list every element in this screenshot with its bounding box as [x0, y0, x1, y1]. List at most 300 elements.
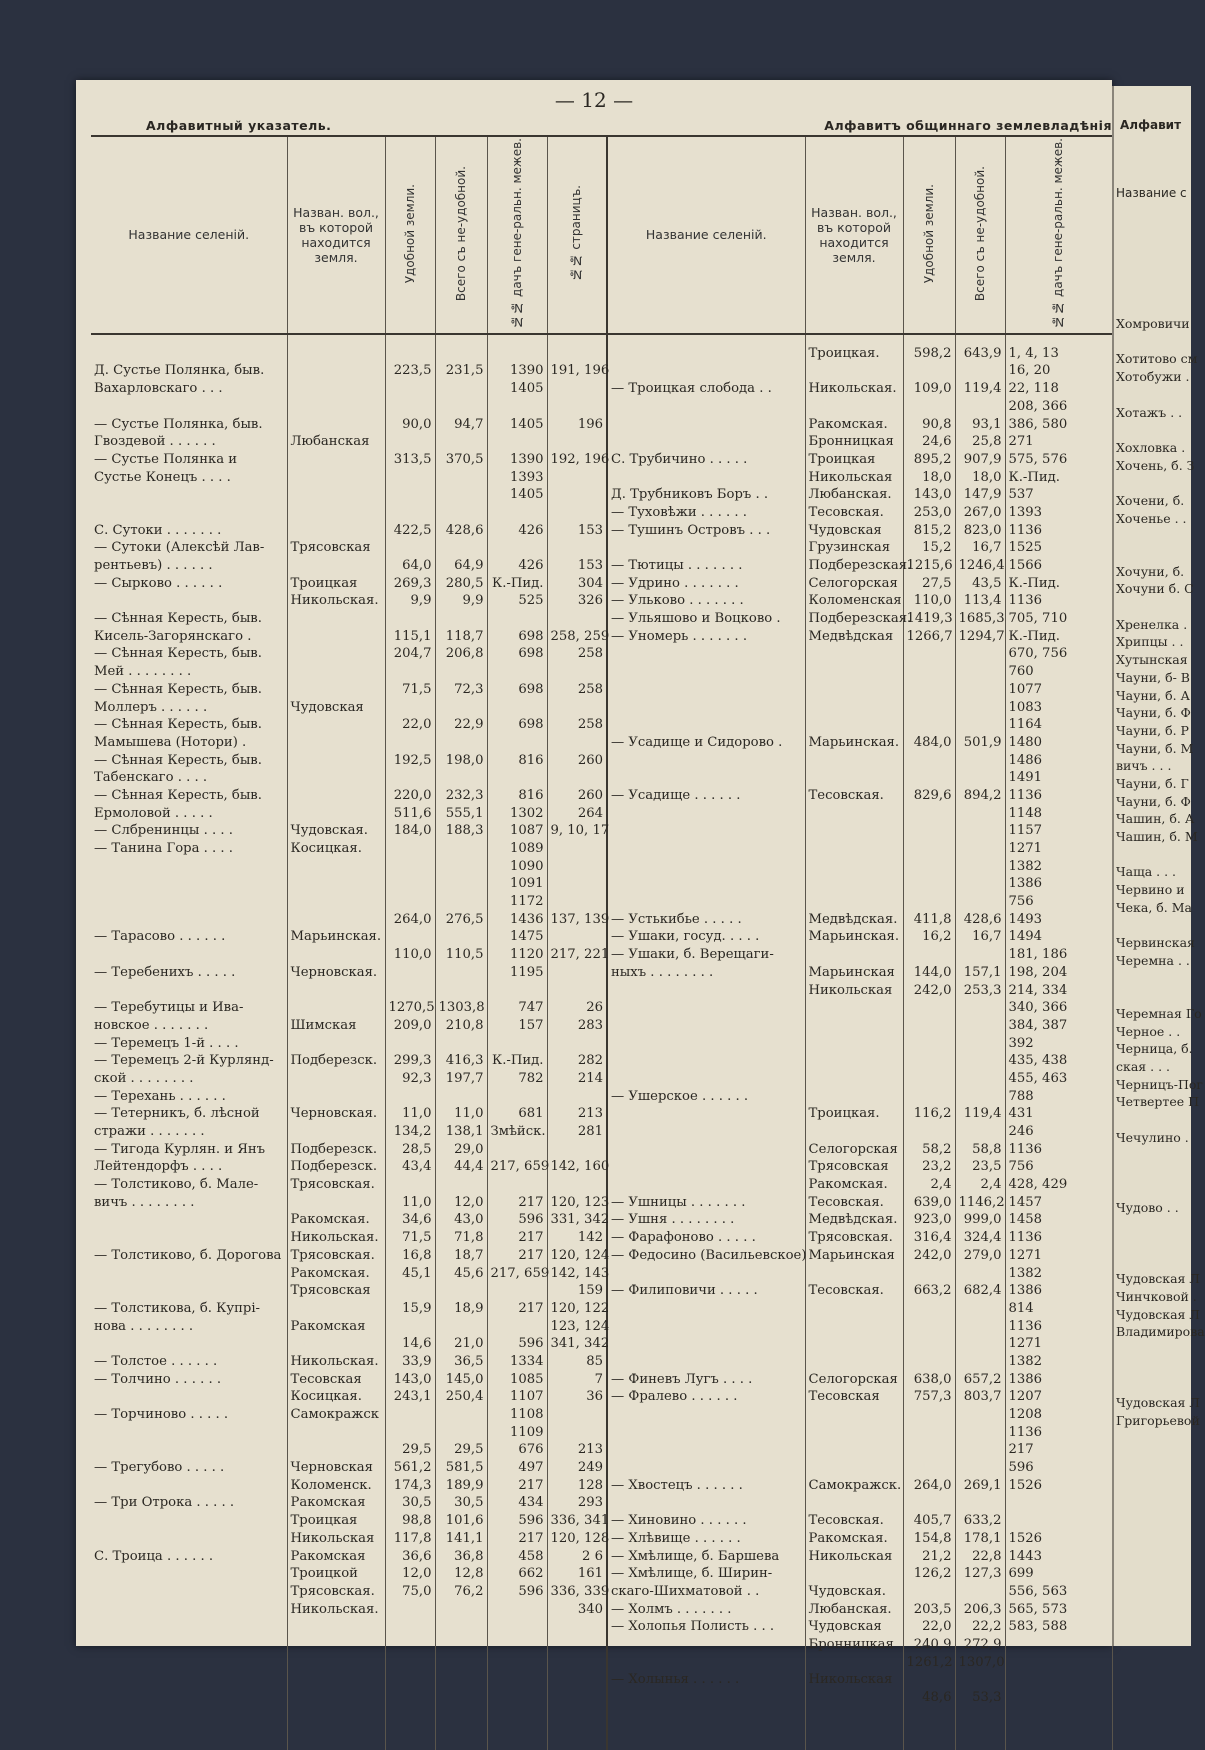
ledger-line: Бронницкая [808, 1636, 894, 1652]
ledger-line: 1207 [1008, 1389, 1043, 1405]
ledger-line: 18,0 [922, 469, 952, 485]
ledger-line: 142, 143 [550, 1265, 610, 1281]
ledger-line [94, 1601, 284, 1619]
ledger-line: 324,4 [963, 1230, 1002, 1246]
ledger-line [94, 911, 284, 929]
ledger-line: 120, 123 [550, 1194, 610, 1210]
ledger-line: 1525 [1008, 540, 1043, 556]
ledger-line: нова . . . . . . . . [94, 1318, 194, 1334]
ledger-line [551, 1035, 604, 1053]
ledger-line: Черновская. [290, 964, 378, 980]
ledger-line [389, 504, 432, 522]
ledger-line [1116, 846, 1205, 864]
ledger-line: 71,8 [454, 1230, 484, 1246]
ledger-line: ныхъ . . . . . . . . [611, 964, 714, 980]
ledger-line: 598,2 [913, 345, 952, 361]
ledger-line [389, 699, 432, 717]
ledger-line [94, 858, 284, 876]
ledger-line [551, 486, 604, 504]
ledger-line [551, 964, 604, 982]
ledger-line: 1443 [1008, 1548, 1043, 1564]
ledger-line: 1085 [509, 1371, 544, 1387]
ledger-line: 12,0 [402, 1566, 432, 1582]
ledger-line: 276,5 [445, 911, 484, 927]
ledger-line [389, 469, 432, 487]
ledger-line [959, 1088, 1002, 1106]
ledger-line: Чудовская Л [1116, 1395, 1200, 1410]
ledger-line: 22,8 [972, 1548, 1002, 1564]
ledger-line [907, 1335, 952, 1353]
ledger-line: 36 [586, 1389, 603, 1405]
ledger-line: 92,3 [402, 1070, 432, 1086]
ledger-line: 120, 124 [550, 1247, 610, 1263]
ledger-line: — Удрино . . . . . . . [611, 575, 739, 591]
ledger-line: 1393 [509, 469, 544, 485]
ledger-line: 30,5 [402, 1495, 432, 1511]
ledger-line: 58,8 [972, 1141, 1002, 1157]
ledger-line: 264,0 [393, 911, 432, 927]
ledger-line [551, 433, 604, 451]
ledger-line [809, 681, 900, 699]
ledger-line: — Туховѣжи . . . . . . [611, 504, 747, 520]
ledger-line: 72,3 [454, 681, 484, 697]
ledger-line: 75,0 [402, 1583, 432, 1599]
ledger-line: 29,5 [402, 1442, 432, 1458]
ledger-line [439, 699, 484, 717]
ledger-line [389, 840, 432, 858]
ledger-line: 1405 [509, 487, 544, 503]
ledger-line [1116, 1146, 1205, 1164]
ledger-line [291, 999, 382, 1017]
ledger-line [94, 1229, 284, 1247]
ledger-line [959, 1671, 1002, 1689]
ledger-line [389, 1176, 432, 1194]
ledger-line [1116, 333, 1205, 351]
ledger-line [551, 380, 604, 398]
ledger-line [1116, 1235, 1205, 1253]
ledger-line [959, 1123, 1002, 1141]
ledger-line: 98,8 [402, 1513, 432, 1529]
running-head-left: Алфавитный указатель. [146, 118, 332, 133]
ledger-line: 1493 [1008, 911, 1043, 927]
ledger-line: 137, 139 [550, 911, 610, 927]
ledger-line [1009, 1494, 1109, 1512]
ledger-line: 85 [586, 1353, 603, 1369]
ledger-line: 217 [1008, 1442, 1034, 1458]
ledger-line: 189,9 [445, 1477, 484, 1493]
ledger-line: 45,1 [402, 1265, 432, 1281]
ledger-line [907, 1353, 952, 1371]
ledger-line [809, 1353, 900, 1371]
ledger-line: Трясовская. [290, 1583, 375, 1599]
ledger-line: Ракомская. [808, 416, 888, 432]
ledger-line: 269,1 [963, 1477, 1002, 1493]
ledger-line [551, 875, 604, 893]
ledger-line: 24,6 [922, 434, 952, 450]
ledger-line: — Теребутицы и Ива- [94, 1000, 244, 1016]
ledger-line: — Сутоки (Алексѣй Лав- [94, 540, 265, 556]
ledger-line [551, 539, 604, 557]
ledger-line: 1480 [1008, 734, 1043, 750]
ledger-line: 22,2 [972, 1619, 1002, 1635]
ledger-line: 127,3 [963, 1566, 1002, 1582]
ledger-line: 213 [577, 1442, 603, 1458]
ledger-line [291, 946, 382, 964]
ledger-line: 113,4 [963, 593, 1002, 609]
ledger-line: 280,5 [445, 575, 484, 591]
ledger-line: 53,3 [972, 1690, 1002, 1706]
ledger-line: 36,6 [402, 1548, 432, 1564]
ledger-line: 206,8 [445, 646, 484, 662]
ledger-line: 220,0 [393, 787, 432, 803]
ledger-line: 511,6 [393, 805, 432, 821]
ledger-line [94, 1335, 284, 1353]
ledger-line: — Хиновино . . . . . . [611, 1513, 747, 1529]
ledger-line: 1077 [1008, 681, 1043, 697]
ledger-line: 253,0 [913, 504, 952, 520]
ledger-line: 21,0 [454, 1336, 484, 1352]
ledger-line: Мей . . . . . . . . [94, 664, 192, 680]
ledger-line: 214, 334 [1008, 982, 1068, 998]
ledger-line: 15,2 [922, 540, 952, 556]
ledger-line [809, 716, 900, 734]
ledger-line [907, 822, 952, 840]
ledger-line [809, 858, 900, 876]
ledger-line: 682,4 [963, 1283, 1002, 1299]
ledger-line: 639,0 [913, 1194, 952, 1210]
ledger-line: 760 [1008, 664, 1034, 680]
ledger-line: 145,0 [445, 1371, 484, 1387]
ledger-line [907, 1494, 952, 1512]
ledger-line: 282 [577, 1053, 603, 1069]
ledger-line [959, 1318, 1002, 1336]
ledger-line: 16,2 [922, 929, 952, 945]
ledger-line [809, 1335, 900, 1353]
ledger-line: 1172 [509, 894, 544, 910]
ledger-line: — Усадище . . . . . . [611, 787, 741, 803]
ledger-line: 128 [577, 1477, 603, 1493]
ledger-line: 999,0 [963, 1212, 1002, 1228]
ledger-line: Подберезск. [290, 1141, 378, 1157]
ledger-line: 258 [577, 681, 603, 697]
ledger-line [94, 1512, 284, 1530]
ledger-line [389, 1282, 432, 1300]
ledger-line [439, 875, 484, 893]
ledger-line [1116, 280, 1205, 298]
ledger-line: — Ушницы . . . . . . . [611, 1194, 746, 1210]
ledger-line: 23,2 [922, 1159, 952, 1175]
ledger-line: — Ушаки, госуд. . . . . [611, 929, 760, 945]
ledger-line [959, 752, 1002, 770]
ledger-line [291, 1194, 382, 1212]
ledger-line: 823,0 [963, 522, 1002, 538]
ledger-line: 341, 342 [550, 1336, 610, 1352]
ledger-line: К.-Пид. [492, 1053, 544, 1069]
ledger-line [291, 663, 382, 681]
ledger-line: Лейтендорфъ . . . . [94, 1159, 223, 1175]
ledger-line: — Толстиково, б. Мале- [94, 1177, 259, 1193]
ledger-line: 126,2 [913, 1566, 952, 1582]
ledger-line: 894,2 [963, 787, 1002, 803]
ledger-line [907, 1035, 952, 1053]
ledger-line: — Устькибье . . . . . [611, 911, 742, 927]
ledger-line: Ермоловой . . . . . [94, 805, 213, 821]
ledger-line [291, 769, 382, 787]
ledger-line [389, 398, 432, 416]
ledger-line: — Сѣнная Кересть, быв. [94, 646, 262, 662]
ledger-line [439, 893, 484, 911]
ledger-line [959, 663, 1002, 681]
ledger-line: Чудовская. [808, 1583, 886, 1599]
ledger-line: С. Троица . . . . . . [94, 1548, 214, 1564]
ledger-line [959, 1017, 1002, 1035]
ledger-line [959, 822, 1002, 840]
ledger-line: Медвѣдская. [808, 1212, 898, 1228]
ledger-line: 1, 4, 13 [1008, 345, 1059, 361]
ledger-line: 484,0 [913, 734, 952, 750]
ledger-line: 16,7 [972, 929, 1002, 945]
ledger-line [959, 1583, 1002, 1601]
ledger-line: Хотитово см [1116, 351, 1198, 367]
ledger-line: 555,1 [445, 805, 484, 821]
ledger-line: 1475 [509, 929, 544, 945]
ledger-line: 206,3 [963, 1601, 1002, 1617]
ledger-line: 197,7 [445, 1070, 484, 1086]
ledger-line [291, 380, 382, 398]
ledger-line: 1136 [1008, 1424, 1043, 1440]
ledger-line: Черновская. [290, 1106, 378, 1122]
ledger-line: ская . . . [1116, 1058, 1170, 1074]
ledger-line: Бронницкая [808, 434, 894, 450]
ledger-line [291, 522, 382, 540]
ledger-line: 181, 186 [1008, 947, 1068, 963]
ledger-line [809, 1318, 900, 1336]
ledger-line: 90,8 [922, 416, 952, 432]
ledger-line: 331, 342 [550, 1212, 610, 1228]
ledger-line [959, 1441, 1002, 1459]
ledger-line [439, 345, 484, 363]
ledger-line [439, 539, 484, 557]
ledger-line: 109,0 [913, 381, 952, 397]
ledger-line: 203,5 [913, 1601, 952, 1617]
ledger-line: Трясовская [808, 1159, 889, 1175]
ledger-line: 638,0 [913, 1371, 952, 1387]
ledger-line: 782 [518, 1070, 544, 1086]
ledger-line [611, 663, 802, 681]
ledger-line: 198, 204 [1008, 964, 1068, 980]
ledger-line: 1136 [1008, 787, 1043, 803]
ledger-line [94, 1211, 284, 1229]
ledger-line: 36,8 [454, 1548, 484, 1564]
ledger-line: 392 [1008, 1035, 1034, 1051]
ledger-line: 698 [518, 681, 544, 697]
ledger-line: 1208 [1008, 1407, 1043, 1423]
ledger-line: Чудовская [290, 699, 364, 715]
ledger-line [491, 345, 544, 363]
ledger-line: 699 [1008, 1566, 1034, 1582]
ledger-line [389, 433, 432, 451]
ledger-line: Чауни, б. М [1116, 740, 1194, 756]
ledger-line: новское . . . . . . . [94, 1017, 209, 1033]
ledger-line: 1486 [1008, 752, 1043, 768]
left-names [91, 334, 287, 1750]
ledger-line [907, 999, 952, 1017]
ledger-line: 1164 [1008, 717, 1043, 733]
ledger-line [389, 858, 432, 876]
ledger-line: 192, 196 [550, 451, 610, 467]
ledger-line: 1136 [1008, 593, 1043, 609]
ledger-line: Коломенск. [290, 1477, 372, 1493]
ledger-line: Хотобужи . [1116, 369, 1190, 385]
ledger-line [1009, 1512, 1109, 1530]
ledger-line [439, 398, 484, 416]
ledger-line [551, 469, 604, 487]
ledger-line [907, 858, 952, 876]
ledger-line: 1089 [509, 841, 544, 857]
ledger-line [1116, 421, 1205, 439]
ledger-line [1116, 1111, 1205, 1129]
ledger-line [491, 982, 544, 1000]
ledger-line [611, 1494, 802, 1512]
ledger-line [907, 1052, 952, 1070]
ledger-line [907, 840, 952, 858]
ledger-line: — Фралево . . . . . . [611, 1389, 738, 1405]
ledger-line: 816 [518, 752, 544, 768]
ledger-line [551, 398, 604, 416]
ledger-line: 596 [518, 1583, 544, 1599]
ledger-line: — Сырково . . . . . . [94, 575, 223, 591]
ledger-line [959, 999, 1002, 1017]
ledger-line: 803,7 [963, 1389, 1002, 1405]
ledger-line: 1294,7 [958, 628, 1005, 644]
ledger-line: 1382 [1008, 1265, 1043, 1281]
ledger-line [611, 1353, 802, 1371]
ledger-line [94, 1477, 284, 1495]
ledger-line: — Уномерь . . . . . . . [611, 628, 748, 644]
ledger-line [291, 398, 382, 416]
ledger-line: 253,3 [963, 982, 1002, 998]
ledger-line: ской . . . . . . . . [94, 1070, 194, 1086]
ledger-line: 242,0 [913, 982, 952, 998]
ledger-line: 663,2 [913, 1283, 952, 1299]
ledger-line [1116, 1182, 1205, 1200]
ledger-line [291, 1441, 382, 1459]
col-total-right: Всего съ не-удобной. [955, 136, 1005, 334]
ledger-line [809, 1017, 900, 1035]
ledger-line: — Толстикова, б. Купрі- [94, 1300, 261, 1316]
ledger-line [551, 1424, 604, 1442]
ledger-line [959, 1353, 1002, 1371]
ledger-line: 25,8 [972, 434, 1002, 450]
ledger-line [551, 769, 604, 787]
ledger-line [389, 1406, 432, 1424]
ledger-line: К.-Пид. [492, 575, 544, 591]
ledger-line: — Ушерское . . . . . . [611, 1088, 749, 1104]
ledger-line: С. Сутоки . . . . . . . [94, 522, 222, 538]
left-pages [547, 334, 610, 1750]
ledger-line [389, 1035, 432, 1053]
ledger-line [551, 1088, 604, 1106]
ledger-line [439, 1088, 484, 1106]
col-name-right: Название селеній. [607, 136, 805, 334]
ledger-line: 583, 588 [1008, 1619, 1068, 1635]
ledger-line [291, 1035, 382, 1053]
ledger-line: 58,2 [922, 1141, 952, 1157]
ledger-line: 12,0 [454, 1194, 484, 1210]
ledger-line: Хочень, б. З [1116, 457, 1195, 473]
ledger-line: 705, 710 [1008, 611, 1068, 627]
ledger-line [551, 982, 604, 1000]
ledger-line [809, 1441, 900, 1459]
ledger-line [491, 398, 544, 416]
ledger-line [491, 699, 544, 717]
ledger-line: 123, 124 [550, 1318, 610, 1334]
ledger-line: 217 [518, 1530, 544, 1546]
ledger-line [907, 362, 952, 380]
ledger-line: 117,8 [393, 1530, 432, 1546]
ledger-line [809, 362, 900, 380]
ledger-line: 7 [594, 1371, 603, 1387]
ledger-line [907, 1441, 952, 1459]
ledger-line: — Троицкая слобода . . [611, 381, 772, 397]
ledger-line: Трясовская. [808, 1230, 893, 1246]
ledger-line: Четвертее П [1116, 1094, 1199, 1110]
ledger-line [491, 663, 544, 681]
ledger-line: Гвоздевой . . . . . . [94, 434, 216, 450]
index-table [91, 135, 1113, 1750]
ledger-line: 416,3 [445, 1053, 484, 1069]
ledger-line [94, 1583, 284, 1601]
ledger-line [611, 893, 802, 911]
ledger-line: Ракомская. [808, 1530, 888, 1546]
ledger-line: 213 [577, 1106, 603, 1122]
ledger-line: 18,0 [972, 469, 1002, 485]
col-useful-right: Удобной земли. [903, 136, 955, 334]
ledger-line [809, 699, 900, 717]
ledger-line: 45,6 [454, 1265, 484, 1281]
ledger-line: Ракомская [290, 1548, 366, 1564]
ledger-line [1116, 970, 1205, 988]
ledger-line: 208, 366 [1008, 398, 1068, 414]
col-volost-right: Назван. вол., въ которой находится земля. [805, 136, 903, 334]
ledger-line: Ракомская [290, 1495, 366, 1511]
ledger-line: Подберезская. [808, 558, 912, 574]
ledger-line: Чауни, б. Р [1116, 722, 1189, 738]
ledger-line: Червинская [1116, 935, 1195, 951]
ledger-line [291, 911, 382, 929]
ledger-line [291, 504, 382, 522]
ledger-line: 258 [577, 717, 603, 733]
ledger-line [94, 398, 284, 416]
ledger-line: 217 [518, 1230, 544, 1246]
ledger-line [907, 752, 952, 770]
ledger-line [491, 1176, 544, 1194]
ledger-line [611, 1636, 802, 1654]
ledger-line: 23,5 [972, 1159, 1002, 1175]
ledger-line [959, 1335, 1002, 1353]
ledger-line [291, 681, 382, 699]
ledger-line: 596 [518, 1336, 544, 1352]
ledger-line [439, 433, 484, 451]
ledger-line: 9,9 [462, 593, 484, 609]
ledger-line [809, 1494, 900, 1512]
ledger-line: 1566 [1008, 558, 1043, 574]
ledger-line [959, 893, 1002, 911]
ledger-line: 816 [518, 787, 544, 803]
ledger-line: Хоченье . . [1116, 510, 1187, 526]
ledger-line: 1146,2 [958, 1194, 1005, 1210]
ledger-line: 1195 [509, 964, 544, 980]
